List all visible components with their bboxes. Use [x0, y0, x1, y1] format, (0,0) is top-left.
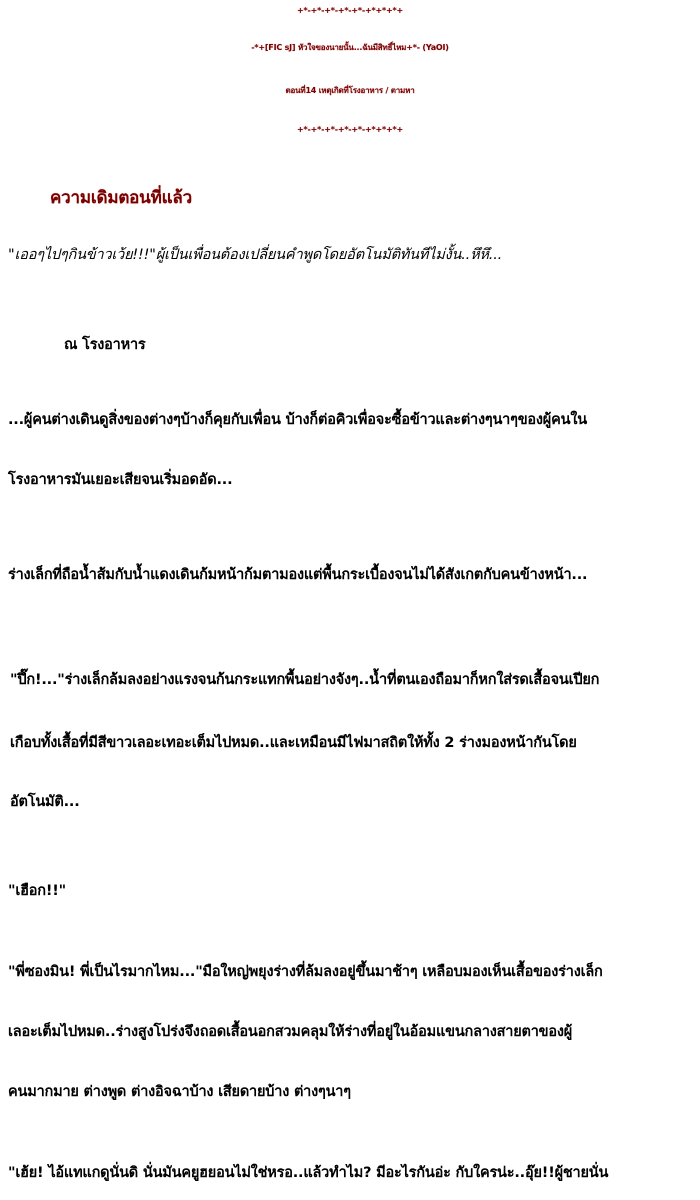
story-line-8: "พี่ซองมิน! พี่เป็นไรมากไหม..."มือใหญ่พยุงร่างที่ล้มลงอยู่ขึ้นมาช้าๆ เหลือบมองเห็นเสื้อของร่างเล็ก — [8, 964, 603, 980]
story-line-9: เลอะเต็มไปหมด..ร่างสูงโปร่งจึงถอดเสื้อนอกสวมคลุมให้ร่างที่อยู่ในอ้อมแขนกลางสายตาของผู้ — [8, 1024, 573, 1040]
recap-text: "เออๆไปๆกินข้าวเว้ย!!!"ผู้เป็นเพื่อนต้องเปลี่ยนคำพูดโดยอัตโนมัติทันทีไม่งั้น..หึหึ... — [8, 247, 503, 263]
story-line-6: อัตโนมัติ... — [10, 794, 80, 810]
story-line-7: "เฮือก!!" — [8, 883, 67, 899]
story-line-10: คนมากมาย ต่างพูด ต่างอิจฉาบ้าง เสียดายบ้าง ต่างๆนาๆ — [8, 1084, 351, 1100]
story-line-5: เกือบทั้งเสื้อที่มีสีขาวเลอะเทอะเต็มไปหมด..และเหมือนมีไฟมาสถิตให้ทั้ง 2 ร่างมองหน้ากันโดย — [10, 735, 577, 751]
story-line-2: โรงอาหารมันเยอะเสียจนเริ่มอดอัด... — [8, 472, 233, 488]
decorative-divider-top: +*-+*-+*-+*-+*-+*+*+*+ — [297, 6, 403, 15]
chapter-title: ตอนที่14 เหตุเกิดที่โรงอาหาร / ตามหา — [285, 86, 415, 95]
story-line-4: "ปึ๊ก!..."ร่างเล็กล้มลงอย่างแรงจนก้นกระแทกพื้นอย่างจังๆ..น้ำที่ตนเองถือมาก็หกใส่รดเสื้อจนเปียก — [10, 672, 600, 688]
story-title: -*+[FIC sJ] หัวใจของนายนั้น...ฉันมีสิทธิ์ไหม+*- (YaOI) — [251, 43, 449, 52]
recap-heading: ความเดิมตอนที่แล้ว — [50, 188, 192, 208]
story-line-3: ร่างเล็กที่ถือน้ำส้มกับน้ำแดงเดินก้มหน้าก้มตามองแต่พื้นกระเบื้องจนไม่ได้สังเกตกับคนข้างหน้า... — [8, 567, 588, 583]
story-line-1: ...ผู้คนต่างเดินดูสิ่งของต่างๆบ้างก็คุยกับเพื่อน บ้างก็ต่อคิวเพื่อจะซื้อข้าวและต่างๆนาๆของผู้คนใน — [8, 412, 587, 428]
scene-location: ณ โรงอาหาร — [64, 337, 146, 353]
story-line-11: "เฮ้ย! ไอ้แทแกดูนั่นดิ นั่นมันคยูฮยอนไม่ใช่หรอ..แล้วทำไม? มีอะไรกันอ่ะ กับใครน่ะ..อุ๊ย!!ผู้ชายนั่น — [8, 1165, 609, 1181]
decorative-divider-bottom: +*-+*-+*-+*-+*-+*+*+*+ — [297, 125, 403, 134]
